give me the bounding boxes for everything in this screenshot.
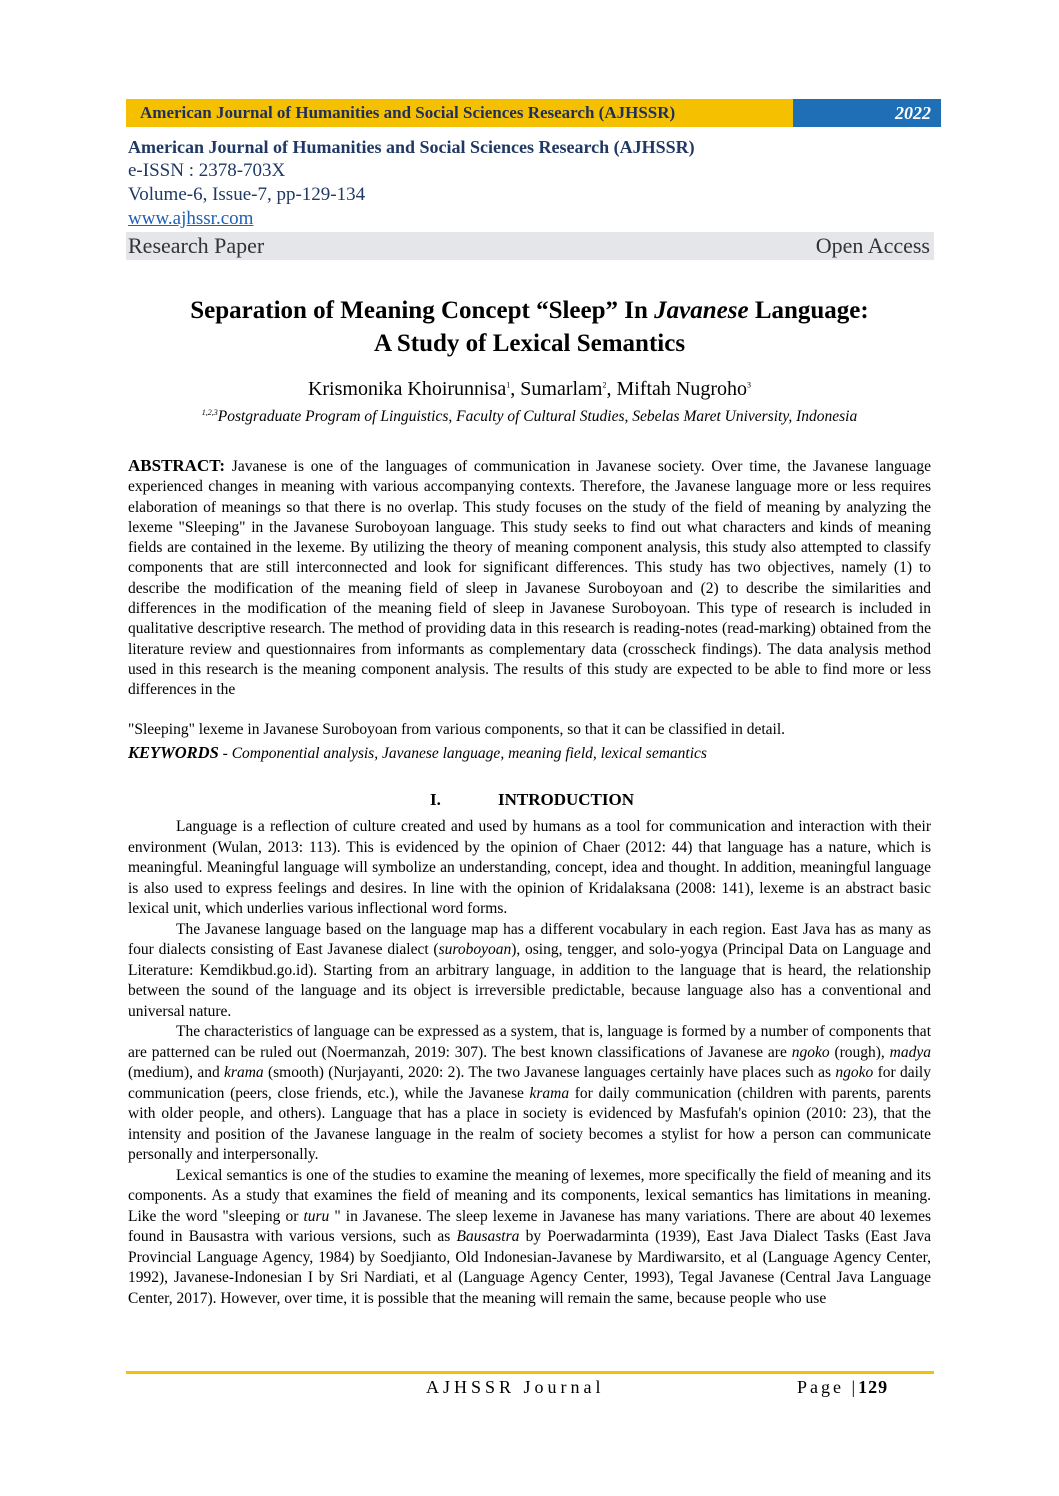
- intro-paragraph-1: Language is a reflection of culture created and used by humans as a tool for communication and interaction with their environment (Wulan, 2013: 113). This is evidenced by the opinion of Chaer (2012: 44) that language has a nature, which is meaningful. Meaningful language will symbolize an understanding, concept, idea and thought. In addition, meaningful language is also used to express feelings and desires. In line with the opinion of Kridalaksana (2008: 141), lexeme is an abstract basic lexical unit, which underlies various inflectional word forms.: [128, 818, 931, 917]
- author-2-sup: 2: [602, 380, 607, 390]
- keywords: [128, 743, 931, 763]
- italic-term: krama: [529, 1084, 570, 1102]
- title-italic: Javanese: [654, 297, 749, 324]
- author-3: Miftah Nugroho: [616, 378, 748, 400]
- abstract-label: ABSTRACT:: [128, 456, 225, 475]
- journal-name: American Journal of Humanities and Social Sciences Research (AJHSSR): [128, 137, 695, 157]
- page-number: 129: [858, 1377, 889, 1397]
- affiliation-sup: 1,2,3: [201, 408, 218, 417]
- abstract: [128, 456, 931, 701]
- author-sep: ,: [606, 378, 617, 400]
- italic-term: madya: [889, 1043, 931, 1061]
- author-sep: ,: [510, 378, 521, 400]
- section-title: INTRODUCTION: [498, 790, 635, 809]
- introduction-body: [128, 817, 931, 1309]
- affiliation: [0, 408, 1059, 426]
- paper-type: Research Paper: [128, 233, 265, 258]
- header-journal-title: American Journal of Humanities and Social Sciences Research (AJHSSR): [126, 99, 793, 127]
- author-2: Sumarlam: [520, 378, 603, 400]
- footer-page: [797, 1377, 888, 1398]
- journal-website-link[interactable]: www.ajhssr.com: [128, 208, 254, 229]
- footer-journal: AJHSSR Journal: [426, 1377, 605, 1397]
- text-run: " in Javanese. The sleep lexeme in Javanese has many variations. There are about 40 lexemes found in Bausastra with various versions, such as: [128, 1207, 931, 1245]
- intro-paragraph-2: [128, 920, 931, 1023]
- text-run: ), osing, tengger, and solo-yogya (Principal Data on Language and Literature: Kemdikbud.go.id). Starting from an arbitrary language, in addition to the language that is heard, the relationship between the sound of the language and its object is irreversible predictable, because language also has a conventional and universal nature.: [128, 941, 931, 1020]
- text-run: (rough),: [829, 1043, 890, 1061]
- italic-term: ngoko: [835, 1064, 874, 1081]
- author-3-sup: 3: [747, 380, 752, 390]
- author-list: [0, 378, 1059, 401]
- italic-term: Bausastra: [456, 1228, 520, 1245]
- title-text-end: Language:: [748, 297, 869, 324]
- journal-header-bar: [126, 99, 941, 127]
- text-run: The characteristics of language can be expressed as a system, that is, language is formed by a number of components that are patterned can be ruled out (Noermanzah, 2019: 307). The best known classifications of Javanese are: [128, 1023, 931, 1061]
- italic-term: turu: [303, 1207, 330, 1225]
- text-run: by Poerwadarminta (1939), East Java Dialect Tasks (East Java Provincial Language Agency, 1984) by Soedjianto, Old Indonesian-Javanese by Mardiwarsito, et al (Language Agency Center, 1992), Javanese-Indonesian I by Sri Nardiati, et al (Language Agency Center, 1993), Tegal Javanese (Central Java Language Center, 2017). However, over time, it is possible that the meaning will remain the same, because people who use: [128, 1228, 931, 1307]
- text-run: (smooth) (Nurjayanti, 2020: 2). The two Javanese languages certainly have places such as: [263, 1064, 836, 1081]
- text-run: (medium), and: [128, 1064, 225, 1081]
- text-run: for daily communication (peers, close friends, etc.), while the Javanese: [128, 1064, 931, 1102]
- section-number: I.: [430, 790, 441, 809]
- text-run: The Javanese language based on the language map has a different vocabulary in each region. East Java has as many as four dialects consisting of East Javanese dialect (: [128, 920, 931, 958]
- volume-issue: Volume-6, Issue-7, pp-129-134: [128, 184, 366, 205]
- italic-term: ngoko: [791, 1043, 830, 1061]
- intro-paragraph-3: [128, 1022, 931, 1166]
- intro-paragraph-4: [128, 1166, 931, 1310]
- author-1: Krismonika Khoirunnisa: [307, 378, 507, 400]
- abstract-text: Javanese is one of the languages of communication in Javanese society. Over time, the Javanese language experienced changes in meaning with various accompanying contexts. Therefore, the Javanese language more or less requires elaboration of meanings so that there is no overlap. This study focuses on the study of the field of meaning by analyzing the lexeme "Sleeping" in the Javanese Suroboyoan language. This study seeks to find out what characters and kinds of meaning fields are contained in the lexeme. By utilizing the theory of meaning component analysis, this study also attempted to classify components that are still interconnected and look for significant differences. This study has two objectives, namely (1) to describe the modification of the meaning field of sleep in Javanese Suroboyoan and (2) to describe the similarities and differences in the modification of the meaning field of sleep in Javanese Suroboyoan. This type of research is included in qualitative descriptive research. The method of providing data in this research is reading-notes (read-marking) obtained from the literature review and questionnaires from informants as complementary data (crosscheck findings). The data analysis method used in this research is the meaning component analysis. The results of this study are expected to be able to find more or less differences in the: [128, 458, 931, 699]
- section-heading-introduction: [430, 790, 634, 810]
- title-text: Separation of Meaning Concept “Sleep” In: [190, 297, 655, 324]
- italic-term: suroboyoan: [438, 941, 512, 958]
- footer-divider: [126, 1371, 934, 1374]
- keywords-text: - Componential analysis, Javanese language, meaning field, lexical semantics: [218, 745, 707, 762]
- author-1-sup: 1: [506, 380, 511, 390]
- paper-title-line1: [0, 294, 1059, 327]
- italic-term: krama: [224, 1064, 264, 1081]
- paper-title-line2: A Study of Lexical Semantics: [373, 330, 686, 357]
- abstract-last-line: "Sleeping" lexeme in Javanese Suroboyoan from various components, so that it can be classified in detail.: [128, 721, 786, 738]
- issn: e-ISSN : 2378-703X: [128, 160, 286, 181]
- affiliation-text: Postgraduate Program of Linguistics, Faculty of Cultural Studies, Sebelas Maret University, Indonesia: [217, 408, 858, 426]
- open-access-label: Open Access: [815, 233, 930, 258]
- text-run: for daily communication (children with parents, parents with older people, and others). Language that has a place in society is evidenced by Masfufah's opinion (2010: 23), that the intensity and position of the Javanese language in the realm of society becomes a stylist for how a person can communicate personally and interpersonally.: [128, 1084, 931, 1163]
- page-label: Page |: [797, 1377, 859, 1397]
- keywords-label: KEYWORDS: [128, 743, 219, 762]
- paper-type-bar: [126, 232, 934, 260]
- text-run: Lexical semantics is one of the studies to examine the meaning of lexemes, more specifically the field of meaning and its components. As a study that examines the field of meaning and its components, lexical semantics has limitations in meaning. Like the word "sleeping or: [128, 1166, 931, 1225]
- header-year: 2022: [793, 99, 941, 127]
